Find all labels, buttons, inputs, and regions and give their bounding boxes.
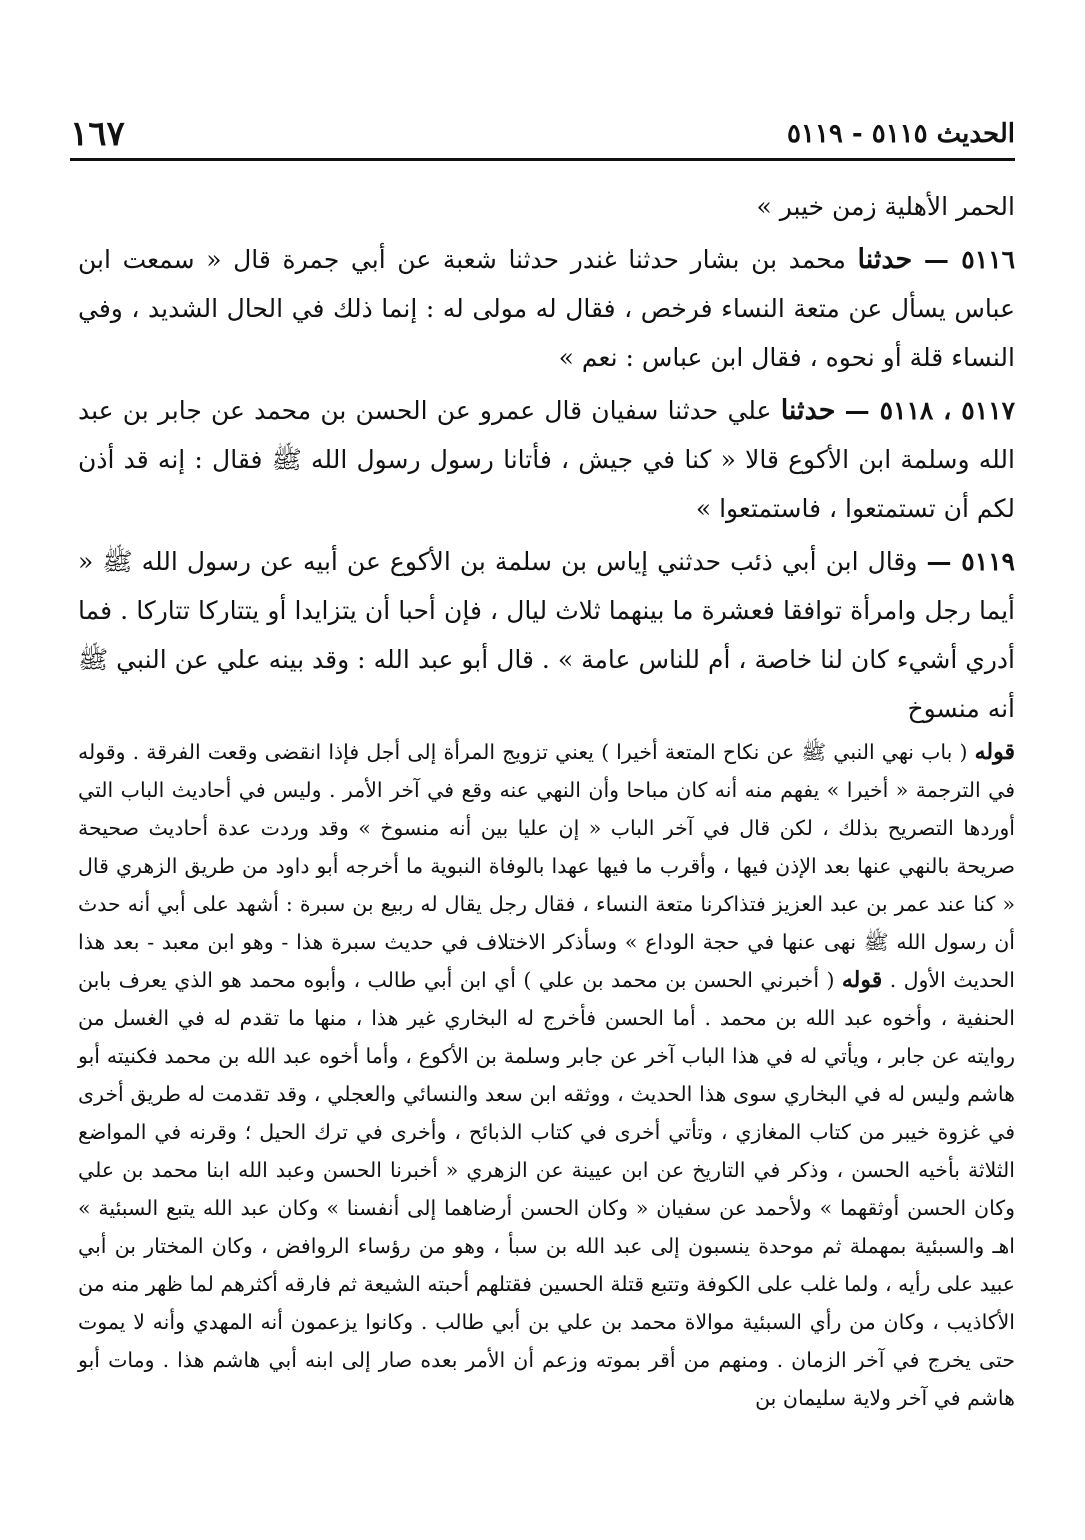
hadith-number: ٥١١٦ — bbox=[923, 245, 1015, 274]
page-body bbox=[78, 182, 1015, 1417]
running-title: الحديث ٥١١٥ - ٥١١٩ bbox=[786, 119, 1015, 149]
continuation-line bbox=[78, 182, 1015, 231]
commentary-text: ( أخبرني الحسن بن محمد بن علي ) أي ابن أبي طالب ، وأبوه محمد هو الذي يعرف بابن الحنفية ، وأخوه عبد الله بن محمد . أما الحسن فأخرج له البخاري غير هذا ، منها ما تقدم له في الغسل من روايته عن جابر ، ويأتي له في هذا الباب آخر عن جابر وسلمة بن الأكوع ، وأما أخوه عبد الله بن محمد فكنيته أبو هاشم وليس له في البخاري سوى هذا الحديث ، ووثقه ابن سعد والنسائي والعجلي ، وقد تقدمت له طريق أخرى في غزوة خيبر من كتاب المغازي ، وتأتي أخرى في كتاب الذبائح ، وأخرى في ترك الحيل ؛ وقرنه في المواضع الثلاثة بأخيه الحسن ، وذكر في التاريخ عن ابن عيينة عن الزهري « أخبرنا الحسن وعبد الله ابنا محمد بن علي وكان الحسن أوثقهما » ولأحمد عن سفيان « وكان الحسن أرضاهما إلى أنفسنا » وكان عبد الله يتبع السبئية » اهـ والسبئية بمهملة ثم موحدة ينسبون إلى عبد الله بن سبأ ، وهو من رؤساء الروافض ، وكان المختار بن أبي عبيد على رأيه ، ولما غلب على الكوفة وتتبع قتلة الحسين فقتلهم أحبته الشيعة ثم فارقه أكثرهم لما ظهر منه من الأكاذيب ، وكان من رأي السبئية موالاة محمد بن علي بن أبي طالب . وكانوا يزعمون أنه المهدي وأنه لا يموت حتى يخرج في آخر الزمان . ومنهم من أقر بموته وزعم أن الأمر بعده صار إلى ابنه أبي هاشم هذا . ومات أبو هاشم في آخر ولاية سليمان بن bbox=[78, 968, 1015, 1410]
haddathana-word: حدثنا bbox=[780, 395, 836, 426]
haddathana-word: حدثنا bbox=[857, 244, 913, 275]
hadith-5116 bbox=[78, 235, 1015, 382]
hadith-number: ٥١١٩ — bbox=[926, 547, 1015, 576]
hadith-text-section bbox=[78, 182, 1015, 733]
hadith-5117-5118 bbox=[78, 386, 1015, 533]
hadith-number: ٥١١٧ ، ٥١١٨ — bbox=[844, 396, 1016, 425]
hadith-body: وقال ابن أبي ذئب حدثني إياس بن سلمة بن الأكوع عن أبيه عن رسول الله ﷺ « أيما رجل وامرأة توافقا فعشرة ما بينهما ثلاث ليال ، فإن أحبا أن يتزايدا أو يتتاركا تتاركا . فما أدري أشيء كان لنا خاصة ، أم للناس عامة » . قال أبو عبد الله : وقد بينه علي عن النبي ﷺ أنه منسوخ bbox=[78, 547, 1015, 723]
commentary-text: ( باب نهي النبي ﷺ عن نكاح المتعة أخيرا ) يعني تزويج المرأة إلى أجل فإذا انقضى وقعت الفرقة . وقوله في الترجمة « أخيرا » يفهم منه أنه كان مباحا وأن النهي عنه وقع في آخر الأمر . وليس في أحاديث الباب التي أوردها التصريح بذلك ، لكن قال في آخر الباب « إن عليا بين أنه منسوخ » وقد وردت عدة أحاديث صحيحة صريحة بالنهي عنها بعد الإذن فيها ، وأقرب ما فيها عهدا بالوفاة النبوية ما أخرجه أبو داود من طريق الزهري قال « كنا عند عمر بن عبد العزيز فتذاكرنا متعة النساء ، فقال رجل يقال له ربيع بن سبرة : أشهد على أبي أنه حدث أن رسول الله ﷺ نهى عنها في حجة الوداع » وسأذكر الاختلاف في حديث سبرة هذا - وهو ابن معبد - بعد هذا الحديث الأول . bbox=[78, 740, 1015, 992]
hadith-5119 bbox=[78, 537, 1015, 733]
qawluh-marker: قوله bbox=[841, 967, 883, 993]
page-number: ١٦٧ bbox=[70, 114, 125, 154]
continuation-text: الحمر الأهلية زمن خيبر » bbox=[756, 192, 1015, 221]
qawluh-marker: قوله bbox=[974, 739, 1015, 765]
commentary-paragraph bbox=[78, 733, 1015, 1417]
commentary-section bbox=[78, 733, 1015, 1417]
hadith-body: محمد بن بشار حدثنا غندر حدثنا شعبة عن أبي جمرة قال « سمعت ابن عباس يسأل عن متعة النساء فرخص ، فقال له مولى له : إنما ذلك في الحال الشديد ، وفي النساء قلة أو نحوه ، فقال ابن عباس : نعم » bbox=[78, 245, 1015, 372]
hadith-body: علي حدثنا سفيان قال عمرو عن الحسن بن محمد عن جابر بن عبد الله وسلمة ابن الأكوع قالا « كنا في جيش ، فأتانا رسول رسول الله ﷺ فقال : إنه قد أذن لكم أن تستمتعوا ، فاستمتعوا » bbox=[78, 396, 1015, 523]
page-header bbox=[70, 110, 1015, 161]
